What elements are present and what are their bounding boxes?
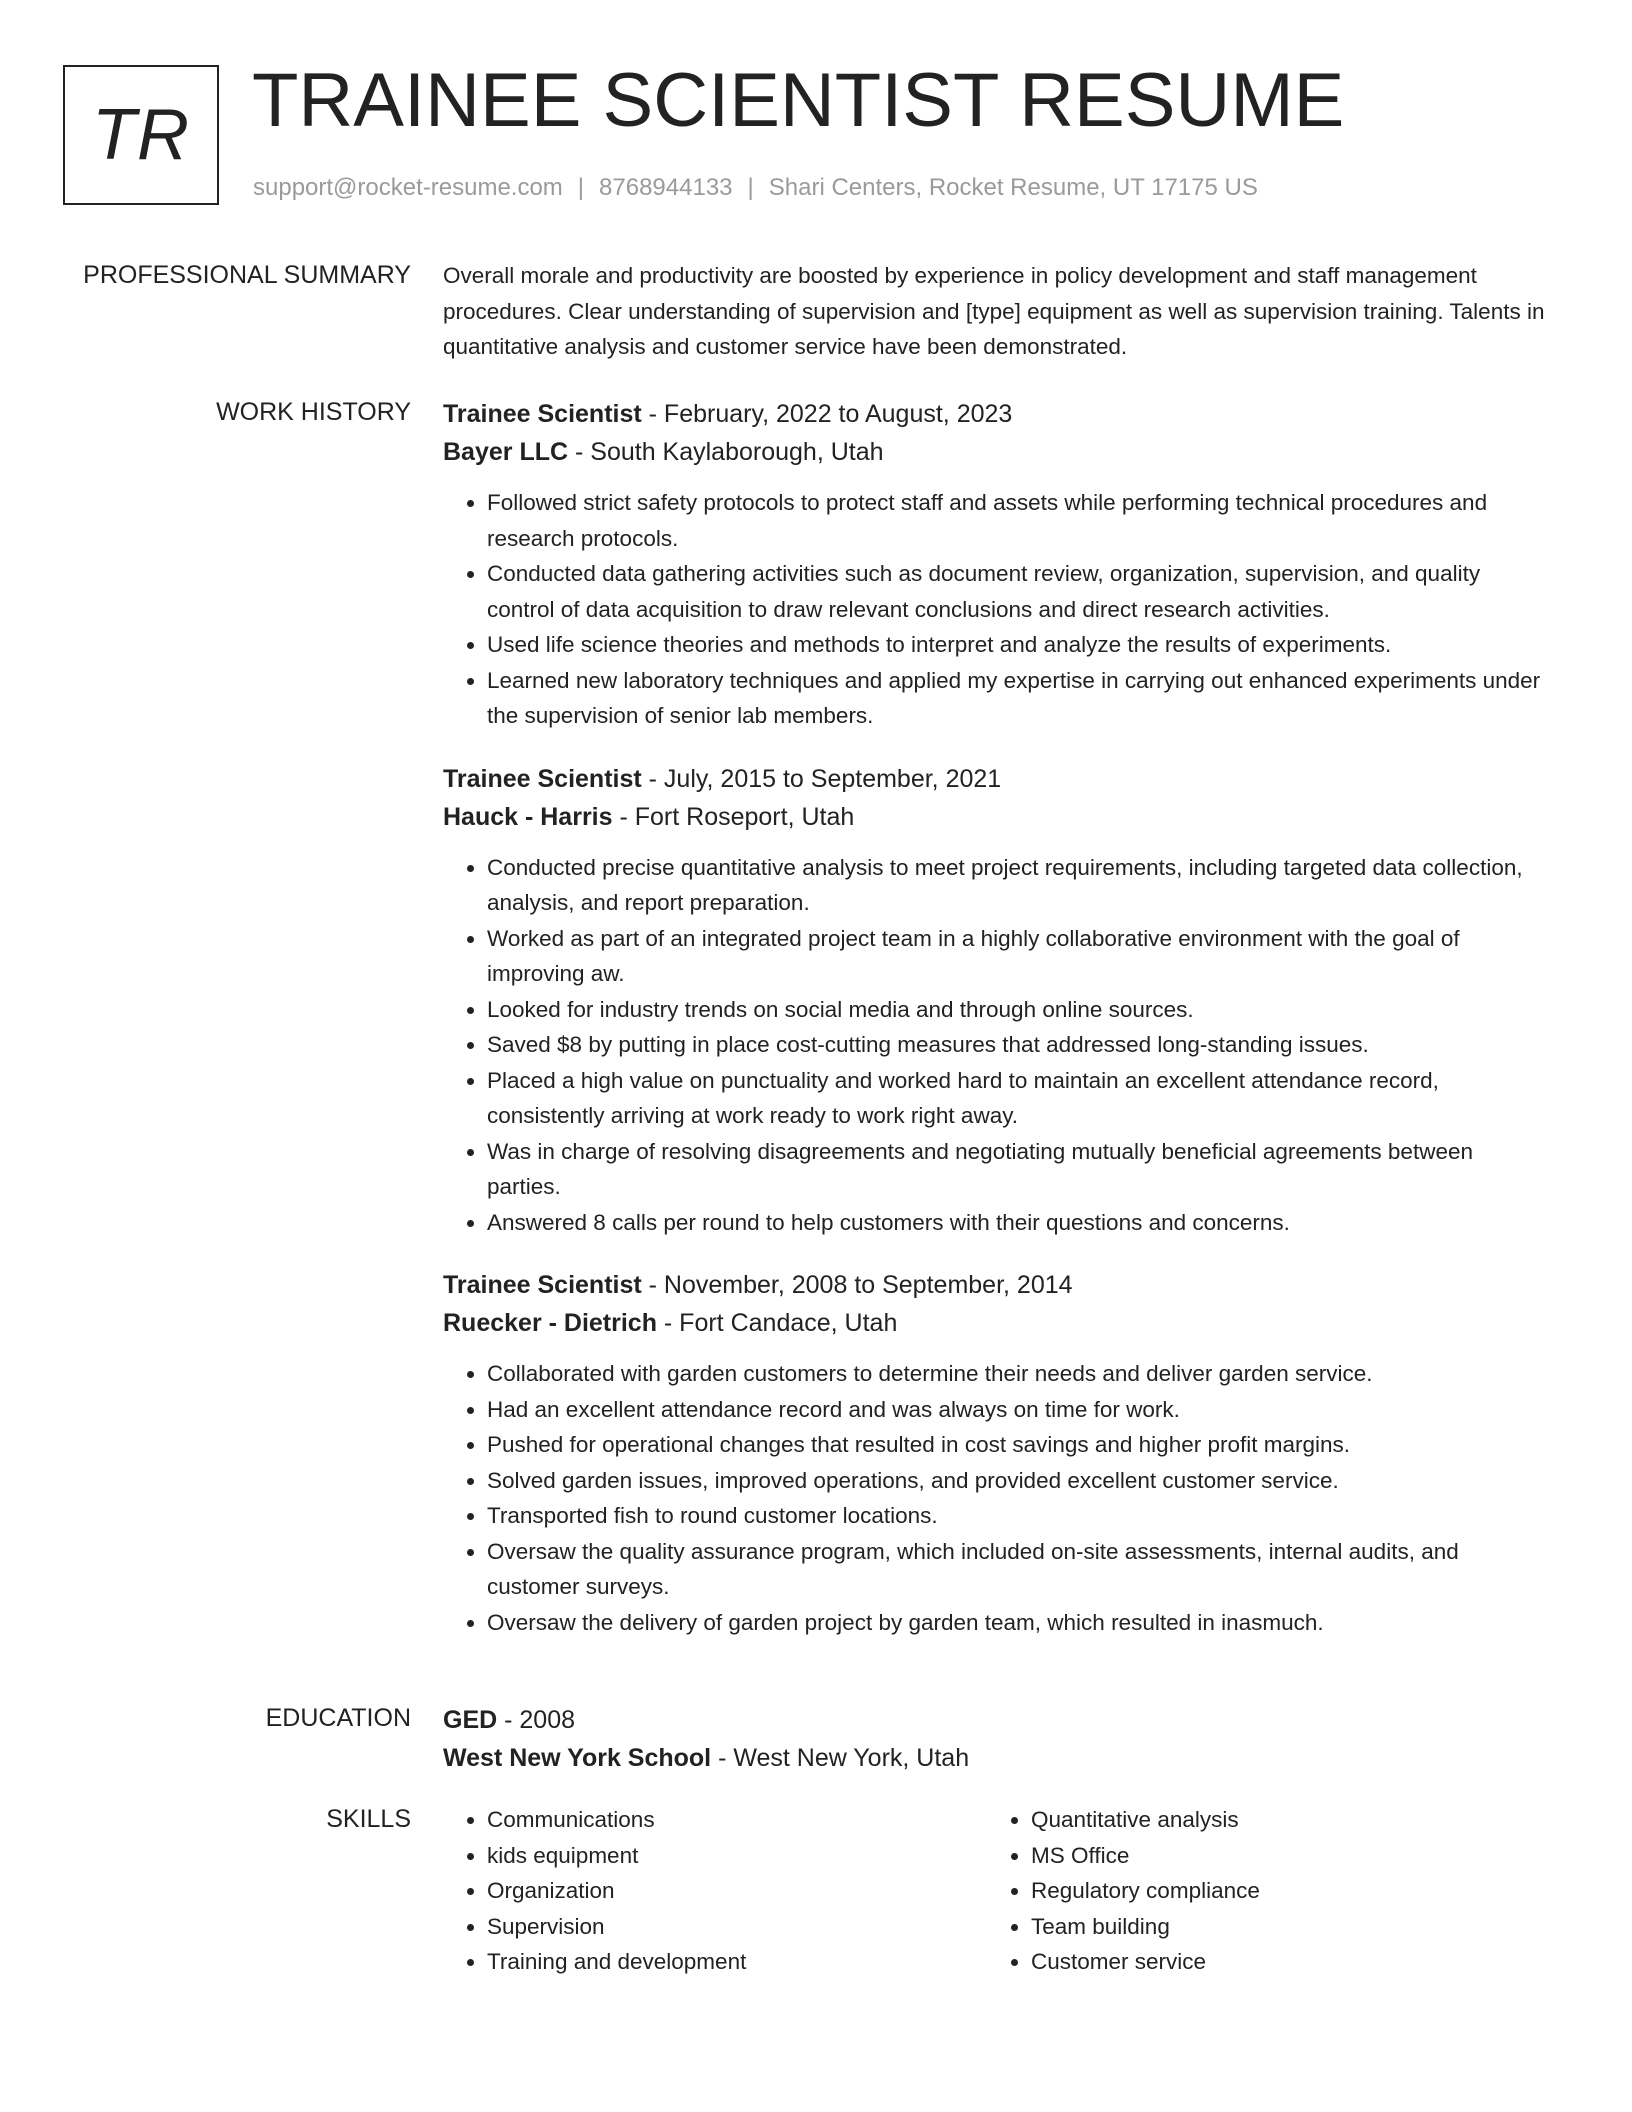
work-history-body <box>443 395 1553 1666</box>
education-school-line <box>443 1739 1553 1777</box>
job-dates: - November, 2008 to September, 2014 <box>641 1271 1073 1299</box>
education-year: - 2008 <box>497 1706 576 1734</box>
skill-item: • Training and development <box>487 1944 987 1980</box>
skill-item: • Communications <box>487 1802 987 1838</box>
education-degree-line <box>443 1701 1553 1739</box>
summary-text: Overall morale and productivity are boosted by experience in policy development and staff management procedures. Clear understanding of supervision and [type] equipment as well as supervision training. Talents in quantitative analysis and customer service have been demonstrated. <box>443 263 1545 359</box>
job-location: - South Kaylaborough, Utah <box>568 438 884 466</box>
job-company-line <box>443 1304 1553 1342</box>
job-title: Trainee Scientist <box>443 400 642 428</box>
job-entry <box>443 1266 1553 1640</box>
job-dates: - July, 2015 to September, 2021 <box>641 764 1002 793</box>
job-bullet-item: • Placed a high value on punctuality and worked hard to maintain an excellent attendance record, consistently arriving at work ready to work right away. <box>487 1063 1553 1134</box>
skill-item: • Supervision <box>487 1909 987 1945</box>
skill-item: • kids equipment <box>487 1838 987 1874</box>
job-location: - Fort Candace, Utah <box>656 1309 898 1337</box>
section-label-education: EDUCATION <box>265 1704 411 1732</box>
contact-address: Shari Centers, Rocket Resume, UT 17175 US <box>768 174 1258 201</box>
job-location: - Fort Roseport, Utah <box>612 802 855 831</box>
contact-email[interactable]: support@rocket-resume.com <box>253 174 563 201</box>
job-title: Trainee Scientist <box>443 1271 642 1299</box>
section-label-skills: SKILLS <box>326 1805 411 1833</box>
job-company-line <box>443 798 1553 836</box>
job-company: Hauck - Harris <box>443 802 613 831</box>
job-bullet-item: • Answered 8 calls per round to help customers with their questions and concerns. <box>487 1205 1553 1241</box>
resume-title: TRAINEE SCIENTIST RESUME <box>252 58 1345 143</box>
monogram-logo: TR <box>63 65 219 205</box>
job-entry <box>443 395 1553 734</box>
job-bullet-list <box>443 1356 1553 1640</box>
education-degree: GED <box>443 1706 498 1734</box>
section-label-work-history: WORK HISTORY <box>216 398 411 426</box>
skill-item: • Regulatory compliance <box>1031 1873 1531 1909</box>
job-entry <box>443 760 1553 1241</box>
job-title-line <box>443 760 1553 798</box>
job-bullet-item: • Used life science theories and methods to interpret and analyze the results of experiments. <box>487 627 1553 663</box>
skills-list-left <box>443 1802 987 1980</box>
job-bullet-item: • Pushed for operational changes that resulted in cost savings and higher profit margins. <box>487 1427 1553 1463</box>
job-bullet-item: • Conducted precise quantitative analysis to meet project requirements, including targeted data collection, analysis, and report preparation. <box>487 850 1553 921</box>
job-bullet-item: • Collaborated with garden customers to determine their needs and deliver garden service. <box>487 1356 1553 1392</box>
job-company-line <box>443 433 1553 471</box>
job-bullet-item: • Solved garden issues, improved operations, and provided excellent customer service. <box>487 1463 1553 1499</box>
job-bullet-list <box>443 485 1553 734</box>
skills-list-right <box>987 1802 1531 1980</box>
job-title-line <box>443 395 1553 433</box>
skills-body <box>443 1802 1553 1980</box>
job-company: Ruecker - Dietrich <box>443 1309 657 1337</box>
job-title: Trainee Scientist <box>443 764 642 793</box>
section-label-summary: PROFESSIONAL SUMMARY <box>83 261 411 289</box>
job-bullet-item: • Had an excellent attendance record and was always on time for work. <box>487 1392 1553 1428</box>
summary-body <box>443 258 1553 365</box>
education-body <box>443 1701 1553 1777</box>
job-bullet-item: • Followed strict safety protocols to protect staff and assets while performing technical procedures and research protocols. <box>487 485 1553 556</box>
skill-item: • MS Office <box>1031 1838 1531 1874</box>
job-bullet-item: • Looked for industry trends on social media and through online sources. <box>487 992 1553 1028</box>
skill-item: • Organization <box>487 1873 987 1909</box>
contact-phone[interactable]: 8768944133 <box>599 174 733 201</box>
job-bullet-item: • Worked as part of an integrated project team in a highly collaborative environment with the goal of improving aw. <box>487 921 1553 992</box>
skill-item: • Team building <box>1031 1909 1531 1945</box>
job-bullet-item: • Learned new laboratory techniques and applied my expertise in carrying out enhanced experiments under the supervision of senior lab members. <box>487 663 1553 734</box>
job-bullet-item: • Conducted data gathering activities such as document review, organization, supervision, and quality control of data acquisition to draw relevant conclusions and direct research activities. <box>487 556 1553 627</box>
job-company: Bayer LLC <box>443 438 569 466</box>
skill-item: • Quantitative analysis <box>1031 1802 1531 1838</box>
job-bullet-item: • Oversaw the quality assurance program, which included on-site assessments, internal audits, and customer surveys. <box>487 1534 1553 1605</box>
job-dates: - February, 2022 to August, 2023 <box>641 400 1013 428</box>
contact-separator: | <box>747 174 754 201</box>
contact-separator: | <box>577 174 585 201</box>
job-bullet-item: • Transported fish to round customer locations. <box>487 1498 1553 1534</box>
education-location: - West New York, Utah <box>711 1744 970 1772</box>
contact-line <box>253 172 1258 204</box>
job-bullet-item: • Was in charge of resolving disagreements and negotiating mutually beneficial agreements between parties. <box>487 1134 1553 1205</box>
job-bullet-item: • Saved $8 by putting in place cost-cutting measures that addressed long-standing issues. <box>487 1027 1553 1063</box>
job-bullet-item: • Oversaw the delivery of garden project by garden team, which resulted in inasmuch. <box>487 1605 1553 1641</box>
job-title-line <box>443 1266 1553 1304</box>
job-bullet-list <box>443 850 1553 1241</box>
education-school: West New York School <box>443 1744 712 1772</box>
skill-item: • Customer service <box>1031 1944 1531 1980</box>
